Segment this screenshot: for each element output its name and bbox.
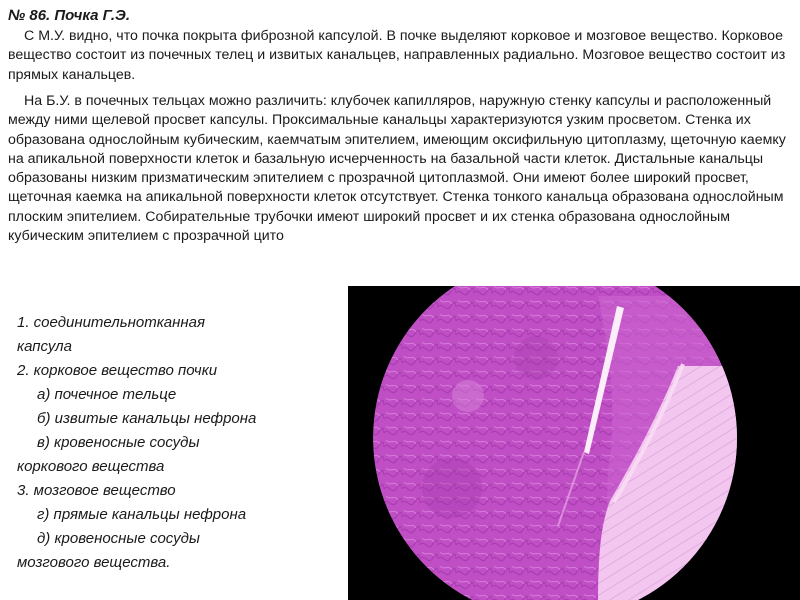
legend-item-renal-corpuscle: а) почечное тельце	[37, 386, 177, 403]
legend-item-convoluted-tubules: б) извитые канальцы нефрона	[37, 410, 257, 427]
legend-item-capsule: 1. соединительнотканная	[17, 314, 205, 331]
legend-item-capsule-cont: капсула	[17, 338, 72, 355]
legend-item-cortex-vessels-cont: коркового вещества	[17, 458, 165, 475]
legend-panel	[0, 309, 340, 600]
legend-item-cortex-vessels: в) кровеносные сосуды	[37, 434, 200, 451]
legend-item-medulla-vessels-cont: мозгового вещества.	[17, 554, 171, 571]
paragraph-low-magnification: С М.У. видно, что почка покрыта фиброзной капсулой. В почке выделяют корковое и мозговое вещество. Корковое вещество состоит из почечных телец и извитых канальцев, направленных радиально. Мозговое вещество состоит из прямых канальцев.	[8, 28, 786, 83]
legend-item-medulla: 3. мозговое вещество	[17, 482, 176, 499]
slide-title: № 86. Почка Г.Э.	[8, 7, 130, 24]
legend-item-medulla-vessels: д) кровеносные сосуды	[37, 530, 200, 547]
paragraph-high-magnification: На Б.У. в почечных тельцах можно различить: клубочек капилляров, наружную стенку капсулы и расположенный между ними щелевой просвет капсулы. Проксимальные канальцы характеризуются узким просветом. Стенка их образована однослойным кубическим, каемчатым эпителием, имеющим оксифильную цитоплазму, щеточную каемку на апикальной поверхности клеток и базальную исчерченность на базальной части клеток. Дистальные канальцы образованы низким призматическим эпителием с прозрачной цитоплазмой. Они имеют более широкий просвет, щеточная каемка на апикальной поверхности клеток отсутствует. Стенка тонкого канальца образована однослойным плоским эпителием. Собирательные трубочки имеют широкий просвет и их стенка образована однослойным кубическим эпителием с прозрачной цито	[8, 93, 786, 245]
legend-item-cortex: 2. корковое вещество почки	[17, 362, 218, 379]
micrograph	[348, 286, 800, 600]
kidney-micrograph-image	[348, 286, 800, 600]
legend-item-straight-tubules: г) прямые канальцы нефрона	[37, 506, 247, 523]
